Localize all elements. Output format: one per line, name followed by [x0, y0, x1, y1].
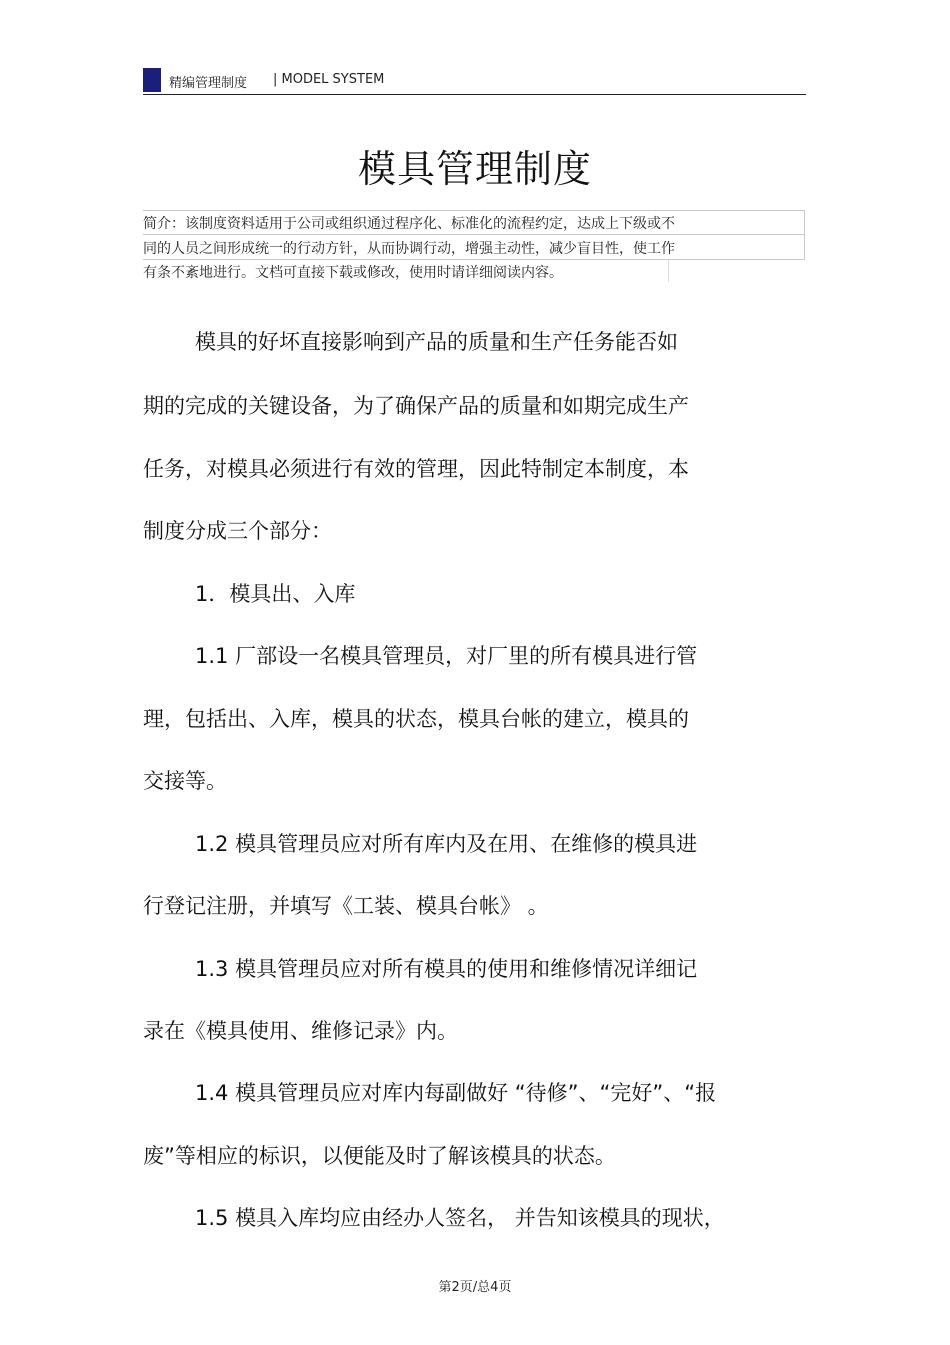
summary-line-1: 简介：该制度资料适用于公司或组织通过程序化、标准化的流程约定，达成上下级或不: [143, 216, 675, 232]
paragraph-line: 1.5 模具入库均应由经办人签名， 并告知该模具的现状，: [195, 1206, 725, 1230]
paragraph-line: 行登记注册，并填写《工装、模具台帐》 。: [143, 894, 549, 918]
paragraph-line: 制度分成三个部分：: [143, 519, 332, 543]
paragraph-line: 期的完成的关键设备，为了确保产品的质量和如期完成生产: [143, 394, 689, 418]
paragraph-line: 任务，对模具必须进行有效的管理，因此特制定本制度，本: [143, 457, 689, 481]
section-heading: 1．模具出、入库: [195, 582, 356, 606]
summary-box: [143, 210, 806, 285]
summary-line-3: 有条不紊地进行。文档可直接下载或修改，使用时请详细阅读内容。: [143, 265, 563, 281]
page-header: [143, 66, 806, 95]
paragraph-line: 模具的好坏直接影响到产品的质量和生产任务能否如: [195, 330, 678, 354]
summary-line-2: 同的人员之间形成统一的行动方针，从而协调行动，增强主动性，减少盲目性，使工作: [143, 241, 675, 257]
paragraph-line: 1.4 模具管理员应对库内每副做好 “待修”、“完好”、“报: [195, 1081, 717, 1105]
header-left-text: 精编管理制度: [169, 76, 248, 91]
paragraph-line: 交接等。: [143, 769, 227, 793]
paragraph-line: 1.2 模具管理员应对所有库内及在用、在维修的模具进: [195, 832, 698, 856]
summary-divider: [668, 260, 669, 282]
paragraph-line: 录在《模具使用、维修记录》内。: [143, 1019, 458, 1043]
logo-icon: [143, 68, 161, 92]
paragraph-line: 理，包括出、入库，模具的状态，模具台帐的建立，模具的: [143, 707, 689, 731]
page-number: 第2页/总4页: [438, 1280, 512, 1295]
paragraph-line: 1.3 模具管理员应对所有模具的使用和维修情况详细记: [195, 957, 698, 981]
header-right-text: | MODEL SYSTEM: [273, 72, 385, 87]
paragraph-line: 废”等相应的标识，以便能及时了解该模具的状态。: [143, 1144, 616, 1168]
paragraph-line: 1.1 厂部设一名模具管理员，对厂里的所有模具进行管: [195, 644, 698, 668]
document-title: 模具管理制度: [357, 147, 592, 191]
